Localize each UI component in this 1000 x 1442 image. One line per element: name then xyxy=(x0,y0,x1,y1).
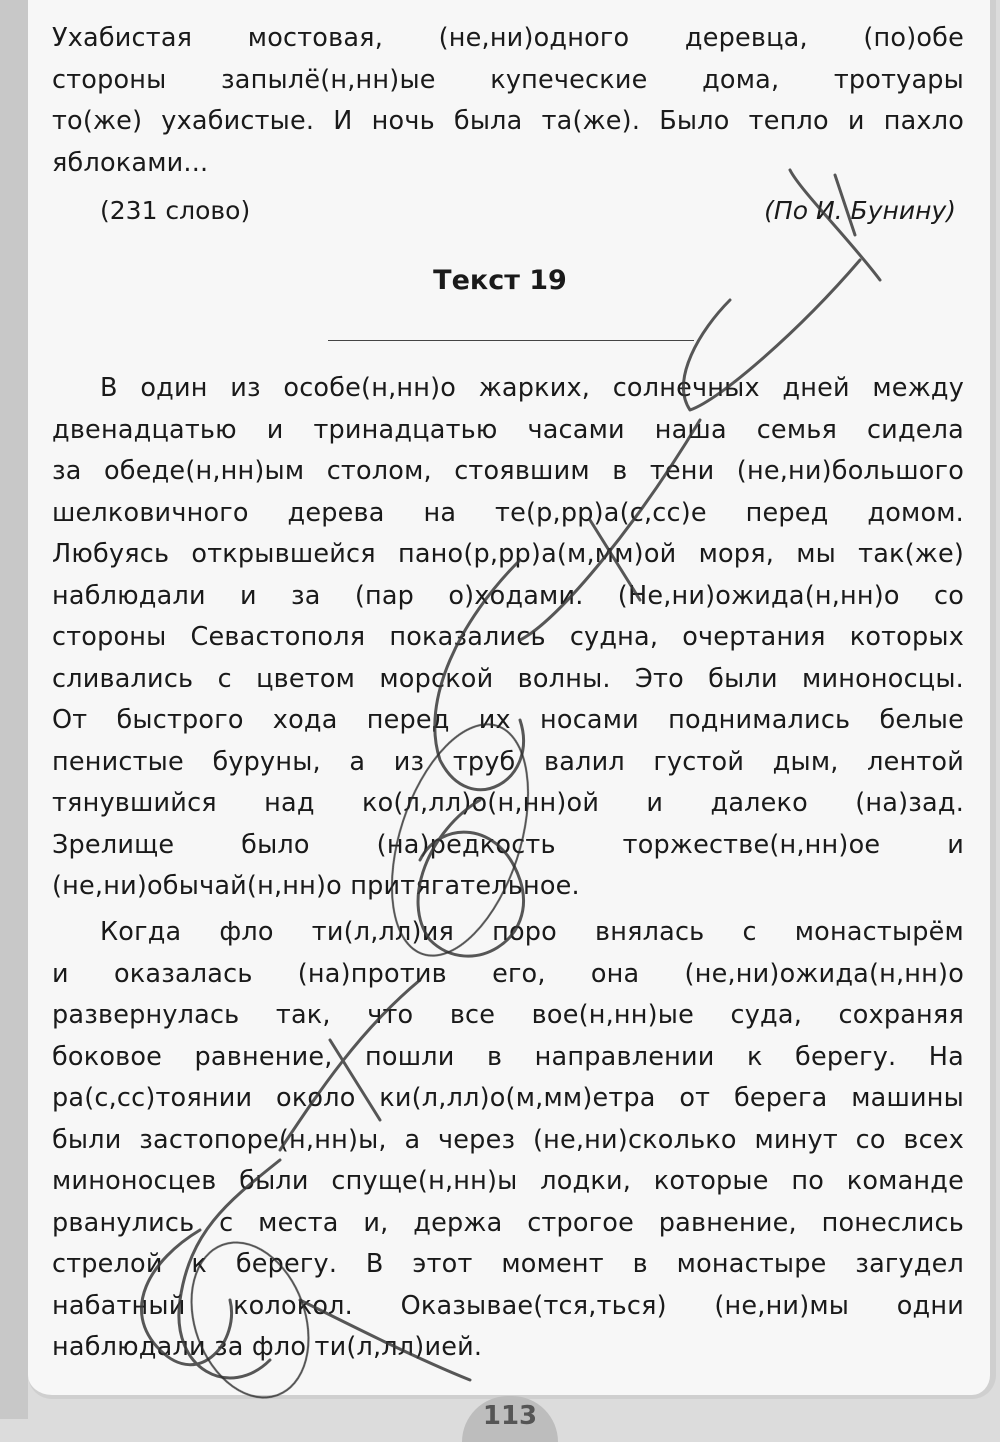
text-line: (не,ни)обычай(н,нн)о притягательное. xyxy=(52,871,580,901)
text-line: яблоками... xyxy=(52,147,209,178)
previous-text-ending xyxy=(52,18,964,184)
text-line: пенистые буруны, а из труб валил густой дым, лентой xyxy=(52,746,964,777)
text-line: миноносцев были спуще(н,нн)ы лодки, которые по команде xyxy=(52,1166,964,1196)
text-line: стороны Севастополя показались судна, очертания которых xyxy=(52,622,964,652)
text-line: шелковичного дерева на те(р,рр)а(с,сс)е перед домом. xyxy=(52,497,964,528)
text-line: В один из особе(н,нн)о жарких, солнечных дней между xyxy=(100,373,964,403)
source-attribution: (По И. Бунину) xyxy=(764,196,956,225)
page-edge-shadow xyxy=(0,0,28,1419)
text-line: ра(с,сс)тоянии около ки(л,лл)о(м,мм)етра от берега машины xyxy=(52,1083,964,1113)
text-line: Зрелище было (на)редкость торжестве(н,нн)ое и xyxy=(52,829,964,860)
text-line: Любуясь открывшейся пано(р,рр)а(м,мм)ой моря, мы так(же) xyxy=(52,539,964,569)
text-line: стрелой к берегу. В этот момент в монастыре загудел xyxy=(52,1249,964,1279)
text-line: за обеде(н,нн)ым столом, стоявшим в тени (не,ни)большого xyxy=(52,456,964,486)
paragraph-1 xyxy=(52,368,964,908)
text-line: то(же) ухабистые. И ночь была та(же). Было тепло и пахло xyxy=(52,106,964,136)
text-line: боковое равнение, пошли в направлении к берегу. На xyxy=(52,1041,964,1072)
title-divider xyxy=(328,340,694,341)
paragraph-2 xyxy=(52,912,964,1369)
text-line: наблюдали и за (пар о)ходами. (Не,ни)ожида(н,нн)о со xyxy=(52,580,964,611)
text-line: развернулась так, что все вое(н,нн)ые суда, сохраняя xyxy=(52,1000,964,1030)
text-title: Текст 19 xyxy=(433,265,567,296)
text-line: двенадцатью и тринадцатью часами наша семья сидела xyxy=(52,414,964,445)
text-line: От быстрого хода перед их носами поднимались белые xyxy=(52,705,964,735)
text-line: наблюдали за фло ти(л,лл)ией. xyxy=(52,1332,483,1362)
word-count: (231 слово) xyxy=(100,196,251,225)
text-line: сливались с цветом морской волны. Это были миноносцы. xyxy=(52,663,964,694)
text-line: Когда фло ти(л,лл)ия поро внялась с монастырём xyxy=(100,917,964,947)
page-number: 113 xyxy=(462,1396,558,1442)
text-line: были застопоре(н,нн)ы, а через (не,ни)сколько минут со всех xyxy=(52,1124,964,1155)
text-line: рванулись с места и, держа строгое равнение, понеслись xyxy=(52,1207,964,1238)
text-line: и оказалась (на)против его, она (не,ни)ожида(н,нн)о xyxy=(52,958,964,989)
text-line: Ухабистая мостовая, (не,ни)одного деревца, (по)обе xyxy=(52,23,964,53)
text-line: стороны запылё(н,нн)ые купеческие дома, тротуары xyxy=(52,64,964,95)
text-line: набатный колокол. Оказывае(тся,ться) (не,ни)мы одни xyxy=(52,1290,964,1321)
text-line: тянувшийся над ко(л,лл)о(н,нн)ой и далеко (на)зад. xyxy=(52,788,964,818)
